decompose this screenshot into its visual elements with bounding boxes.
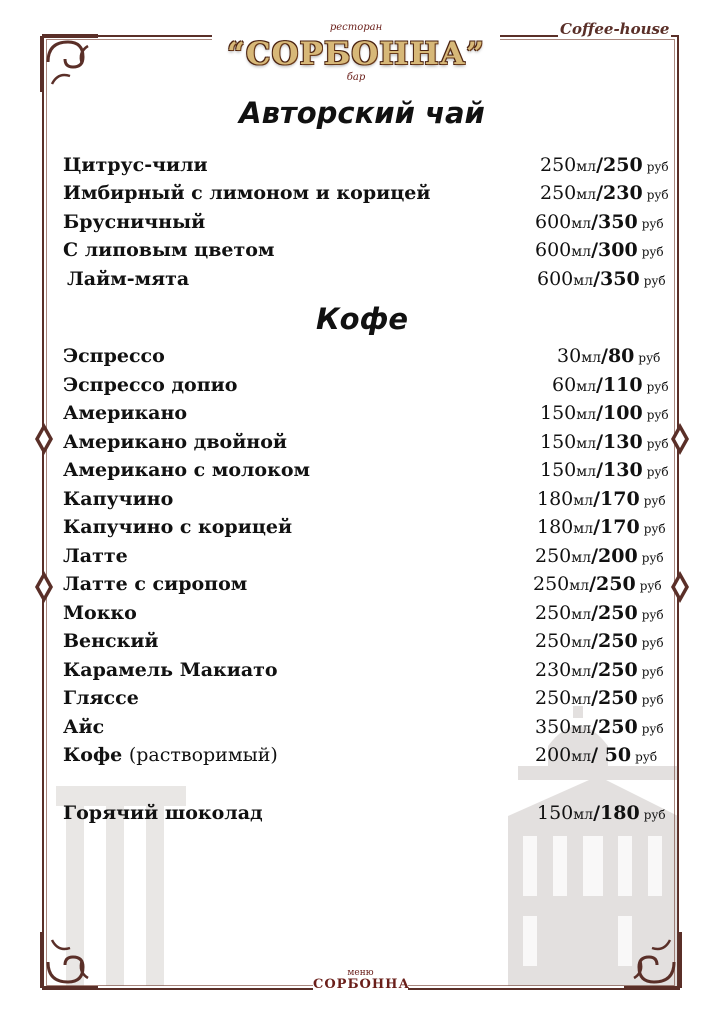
item-cost: 250 <box>598 659 638 681</box>
item-name-text: Американо <box>63 402 188 424</box>
menu-item-price <box>537 516 666 538</box>
item-currency: руб <box>646 380 669 394</box>
menu-item-price <box>535 630 664 652</box>
item-volume-unit: мл <box>571 550 592 566</box>
item-volume: 200 <box>535 744 572 766</box>
menu-item-name <box>63 154 208 176</box>
item-cost: 170 <box>600 516 640 538</box>
item-volume-unit: мл <box>571 635 592 651</box>
item-cost: 100 <box>603 402 643 424</box>
item-currency: руб <box>646 408 669 422</box>
menu-item-name <box>63 687 139 709</box>
menu-item-name <box>63 182 430 204</box>
item-volume: 150 <box>540 402 577 424</box>
menu-item-price <box>557 345 660 367</box>
price-separator: / <box>591 545 599 567</box>
menu-item-row <box>63 602 673 628</box>
item-currency: руб <box>641 636 664 650</box>
price-separator: / <box>591 744 599 766</box>
item-note-text: (растворимый) <box>128 744 278 766</box>
footer-bottom-text: СОРБОННА <box>313 977 411 992</box>
menu-item-price <box>537 268 666 290</box>
logo-top-text: ресторан <box>329 22 383 33</box>
menu-item-name <box>63 602 137 624</box>
menu-item-name <box>63 516 292 538</box>
menu-item-row <box>63 402 673 428</box>
price-separator: / <box>596 459 604 481</box>
menu-item-row <box>63 345 673 371</box>
item-volume: 60 <box>552 374 577 396</box>
item-cost: 170 <box>600 488 640 510</box>
item-volume-unit: мл <box>571 749 592 765</box>
item-name-text: Эспрессо <box>63 345 165 367</box>
item-name-text: Цитрус-чили <box>63 154 208 176</box>
item-currency: руб <box>635 750 658 764</box>
item-cost: 250 <box>596 573 636 595</box>
menu-item-price <box>540 182 669 204</box>
menu-item-price <box>535 687 664 709</box>
menu-item-row <box>63 573 673 599</box>
item-volume: 230 <box>535 659 572 681</box>
price-separator: / <box>589 573 597 595</box>
item-name-text: Брусничный <box>63 211 206 233</box>
restaurant-logo <box>212 22 500 82</box>
item-name-text: Капучино <box>63 488 174 510</box>
item-currency: руб <box>646 160 669 174</box>
item-volume-unit: мл <box>573 493 594 509</box>
menu-item-row <box>63 545 673 571</box>
item-currency: руб <box>641 693 664 707</box>
menu-item-row <box>63 154 673 180</box>
menu-item-row <box>63 744 673 770</box>
menu-item-name <box>63 573 247 595</box>
item-volume-unit: мл <box>571 216 592 232</box>
item-currency: руб <box>643 808 666 822</box>
menu-item-row <box>63 516 673 542</box>
menu-item-price <box>535 239 664 261</box>
price-separator: / <box>593 516 601 538</box>
menu-item-price <box>540 154 669 176</box>
item-cost: 250 <box>598 716 638 738</box>
corner-ornament-bottom-left <box>38 922 108 992</box>
side-ornament-left-1 <box>33 422 55 456</box>
corner-ornament-bottom-right <box>614 922 684 992</box>
menu-item-name <box>63 402 187 424</box>
item-cost: 350 <box>598 211 638 233</box>
item-name-text: Капучино с корицей <box>63 516 293 538</box>
item-volume-unit: мл <box>576 159 597 175</box>
menu-item-price <box>540 431 669 453</box>
item-volume: 250 <box>535 602 572 624</box>
menu-item-row <box>63 239 673 265</box>
price-separator: / <box>595 374 603 396</box>
item-currency: руб <box>646 465 669 479</box>
item-name-text: Гляссе <box>63 687 139 709</box>
menu-item-price <box>535 659 664 681</box>
menu-item-row <box>63 182 673 208</box>
item-volume-unit: мл <box>571 721 592 737</box>
item-volume: 350 <box>535 716 572 738</box>
item-volume-unit: мл <box>573 273 594 289</box>
menu-item-row <box>63 802 673 828</box>
item-volume-unit: мл <box>571 607 592 623</box>
item-volume-unit: мл <box>576 187 597 203</box>
item-cost: 250 <box>598 630 638 652</box>
item-name-text: Айс <box>63 716 105 738</box>
item-currency: руб <box>641 245 664 259</box>
item-name-text: Мокко <box>63 602 137 624</box>
item-currency: руб <box>643 522 666 536</box>
menu-item-row <box>63 431 673 457</box>
menu-item-row <box>63 459 673 485</box>
menu-item-price <box>533 573 662 595</box>
item-volume: 150 <box>540 459 577 481</box>
menu-item-name <box>67 268 189 290</box>
item-cost: 80 <box>607 345 635 367</box>
price-separator: / <box>591 716 599 738</box>
item-cost: 250 <box>598 687 638 709</box>
logo-main-text: “СОРБОННА” <box>227 36 485 72</box>
item-volume-unit: мл <box>571 692 592 708</box>
menu-item-name <box>63 630 159 652</box>
menu-item-price <box>535 716 664 738</box>
item-currency: руб <box>638 351 661 365</box>
coffee-house-label: Coffee-house <box>560 20 670 38</box>
item-volume-unit: мл <box>576 436 597 452</box>
item-cost: 50 <box>598 744 632 766</box>
menu-item-price <box>535 602 664 624</box>
menu-item-name <box>63 374 237 396</box>
item-name-text: Латте с сиропом <box>63 573 248 595</box>
price-separator: / <box>591 659 599 681</box>
menu-item-row <box>63 716 673 742</box>
footer-logo <box>313 968 411 998</box>
menu-item-row <box>63 659 673 685</box>
item-cost: 110 <box>602 374 643 396</box>
item-currency: руб <box>643 494 666 508</box>
item-volume: 150 <box>540 431 577 453</box>
item-name-text: С липовым цветом <box>63 239 275 261</box>
menu-item-row <box>63 374 673 400</box>
item-currency: руб <box>639 579 662 593</box>
section-title-coffee: Кофе <box>315 302 409 336</box>
menu-item-name <box>63 211 205 233</box>
side-ornament-left-2 <box>33 570 55 604</box>
item-name-text: Горячий шоколад <box>63 802 263 824</box>
footer-top-text: меню <box>347 968 374 978</box>
menu-item-name <box>63 345 165 367</box>
menu-item-name <box>63 239 274 261</box>
menu-item-name <box>63 459 310 481</box>
item-currency: руб <box>641 665 664 679</box>
menu-item-price <box>540 402 669 424</box>
item-volume-unit: мл <box>576 464 597 480</box>
price-separator: / <box>596 154 604 176</box>
menu-item-row <box>63 630 673 656</box>
item-currency: руб <box>641 551 664 565</box>
price-separator: / <box>591 211 599 233</box>
item-volume: 30 <box>557 345 582 367</box>
item-cost: 180 <box>600 802 640 824</box>
price-separator: / <box>591 630 599 652</box>
price-separator: / <box>591 602 599 624</box>
corner-ornament-top-left <box>38 32 108 102</box>
logo-bottom-text: бар <box>346 72 366 83</box>
item-volume: 600 <box>535 239 572 261</box>
price-separator: / <box>593 268 601 290</box>
menu-item-name <box>63 659 278 681</box>
item-currency: руб <box>646 188 669 202</box>
menu-item-price <box>535 744 657 766</box>
item-name-text: Имбирный с лимоном и корицей <box>63 182 431 204</box>
menu-item-name <box>63 802 263 824</box>
item-currency: руб <box>641 608 664 622</box>
item-name-text: Венский <box>63 630 159 652</box>
item-cost: 250 <box>603 154 643 176</box>
item-volume: 250 <box>540 182 577 204</box>
item-name-text: Лайм-мята <box>67 268 190 290</box>
menu-item-price <box>535 211 664 233</box>
price-separator: / <box>596 431 604 453</box>
menu-item-price <box>537 488 666 510</box>
item-volume: 180 <box>537 488 574 510</box>
item-volume: 250 <box>540 154 577 176</box>
menu-item-row <box>63 687 673 713</box>
item-volume-unit: мл <box>569 578 590 594</box>
menu-item-name <box>63 431 287 453</box>
price-separator: / <box>593 488 601 510</box>
item-name-text: Карамель Макиато <box>63 659 278 681</box>
menu-item-price <box>540 459 669 481</box>
item-cost: 130 <box>603 431 643 453</box>
menu-item-price <box>535 545 664 567</box>
section-title-tea: Авторский чай <box>239 96 485 130</box>
item-currency: руб <box>646 437 669 451</box>
item-currency: руб <box>641 217 664 231</box>
menu-item-name <box>63 744 278 766</box>
item-volume-unit: мл <box>576 407 597 423</box>
item-name-text: Латте <box>63 545 128 567</box>
item-volume: 250 <box>533 573 570 595</box>
item-cost: 350 <box>600 268 640 290</box>
item-cost: 250 <box>598 602 638 624</box>
item-volume: 600 <box>535 211 572 233</box>
item-name-text: Американо двойной <box>63 431 287 453</box>
item-name-text: Американо с молоком <box>63 459 310 481</box>
menu-item-row <box>63 488 673 514</box>
item-volume: 250 <box>535 630 572 652</box>
menu-item-name <box>63 716 104 738</box>
item-cost: 230 <box>603 182 643 204</box>
menu-item-name <box>63 545 128 567</box>
menu-item-price <box>537 802 666 824</box>
price-separator: / <box>591 239 599 261</box>
item-volume-unit: мл <box>571 244 592 260</box>
item-name-text: Кофе <box>63 744 123 766</box>
item-volume-unit: мл <box>571 664 592 680</box>
item-currency: руб <box>643 274 666 288</box>
menu-item-name <box>63 488 173 510</box>
item-cost: 200 <box>598 545 638 567</box>
price-separator: / <box>596 402 604 424</box>
price-separator: / <box>600 345 608 367</box>
item-volume-unit: мл <box>573 807 594 823</box>
item-currency: руб <box>641 722 664 736</box>
item-volume: 250 <box>535 687 572 709</box>
item-volume-unit: мл <box>581 350 601 366</box>
item-volume-unit: мл <box>576 379 596 395</box>
item-volume: 150 <box>537 802 574 824</box>
item-volume-unit: мл <box>573 521 594 537</box>
item-name-text: Эспрессо допио <box>63 374 238 396</box>
price-separator: / <box>591 687 599 709</box>
item-volume: 250 <box>535 545 572 567</box>
item-volume: 180 <box>537 516 574 538</box>
menu-item-row <box>63 211 673 237</box>
price-separator: / <box>596 182 604 204</box>
price-separator: / <box>593 802 601 824</box>
item-cost: 130 <box>603 459 643 481</box>
menu-item-price <box>552 374 669 396</box>
menu-item-row <box>63 268 673 294</box>
item-cost: 300 <box>598 239 638 261</box>
item-volume: 600 <box>537 268 574 290</box>
